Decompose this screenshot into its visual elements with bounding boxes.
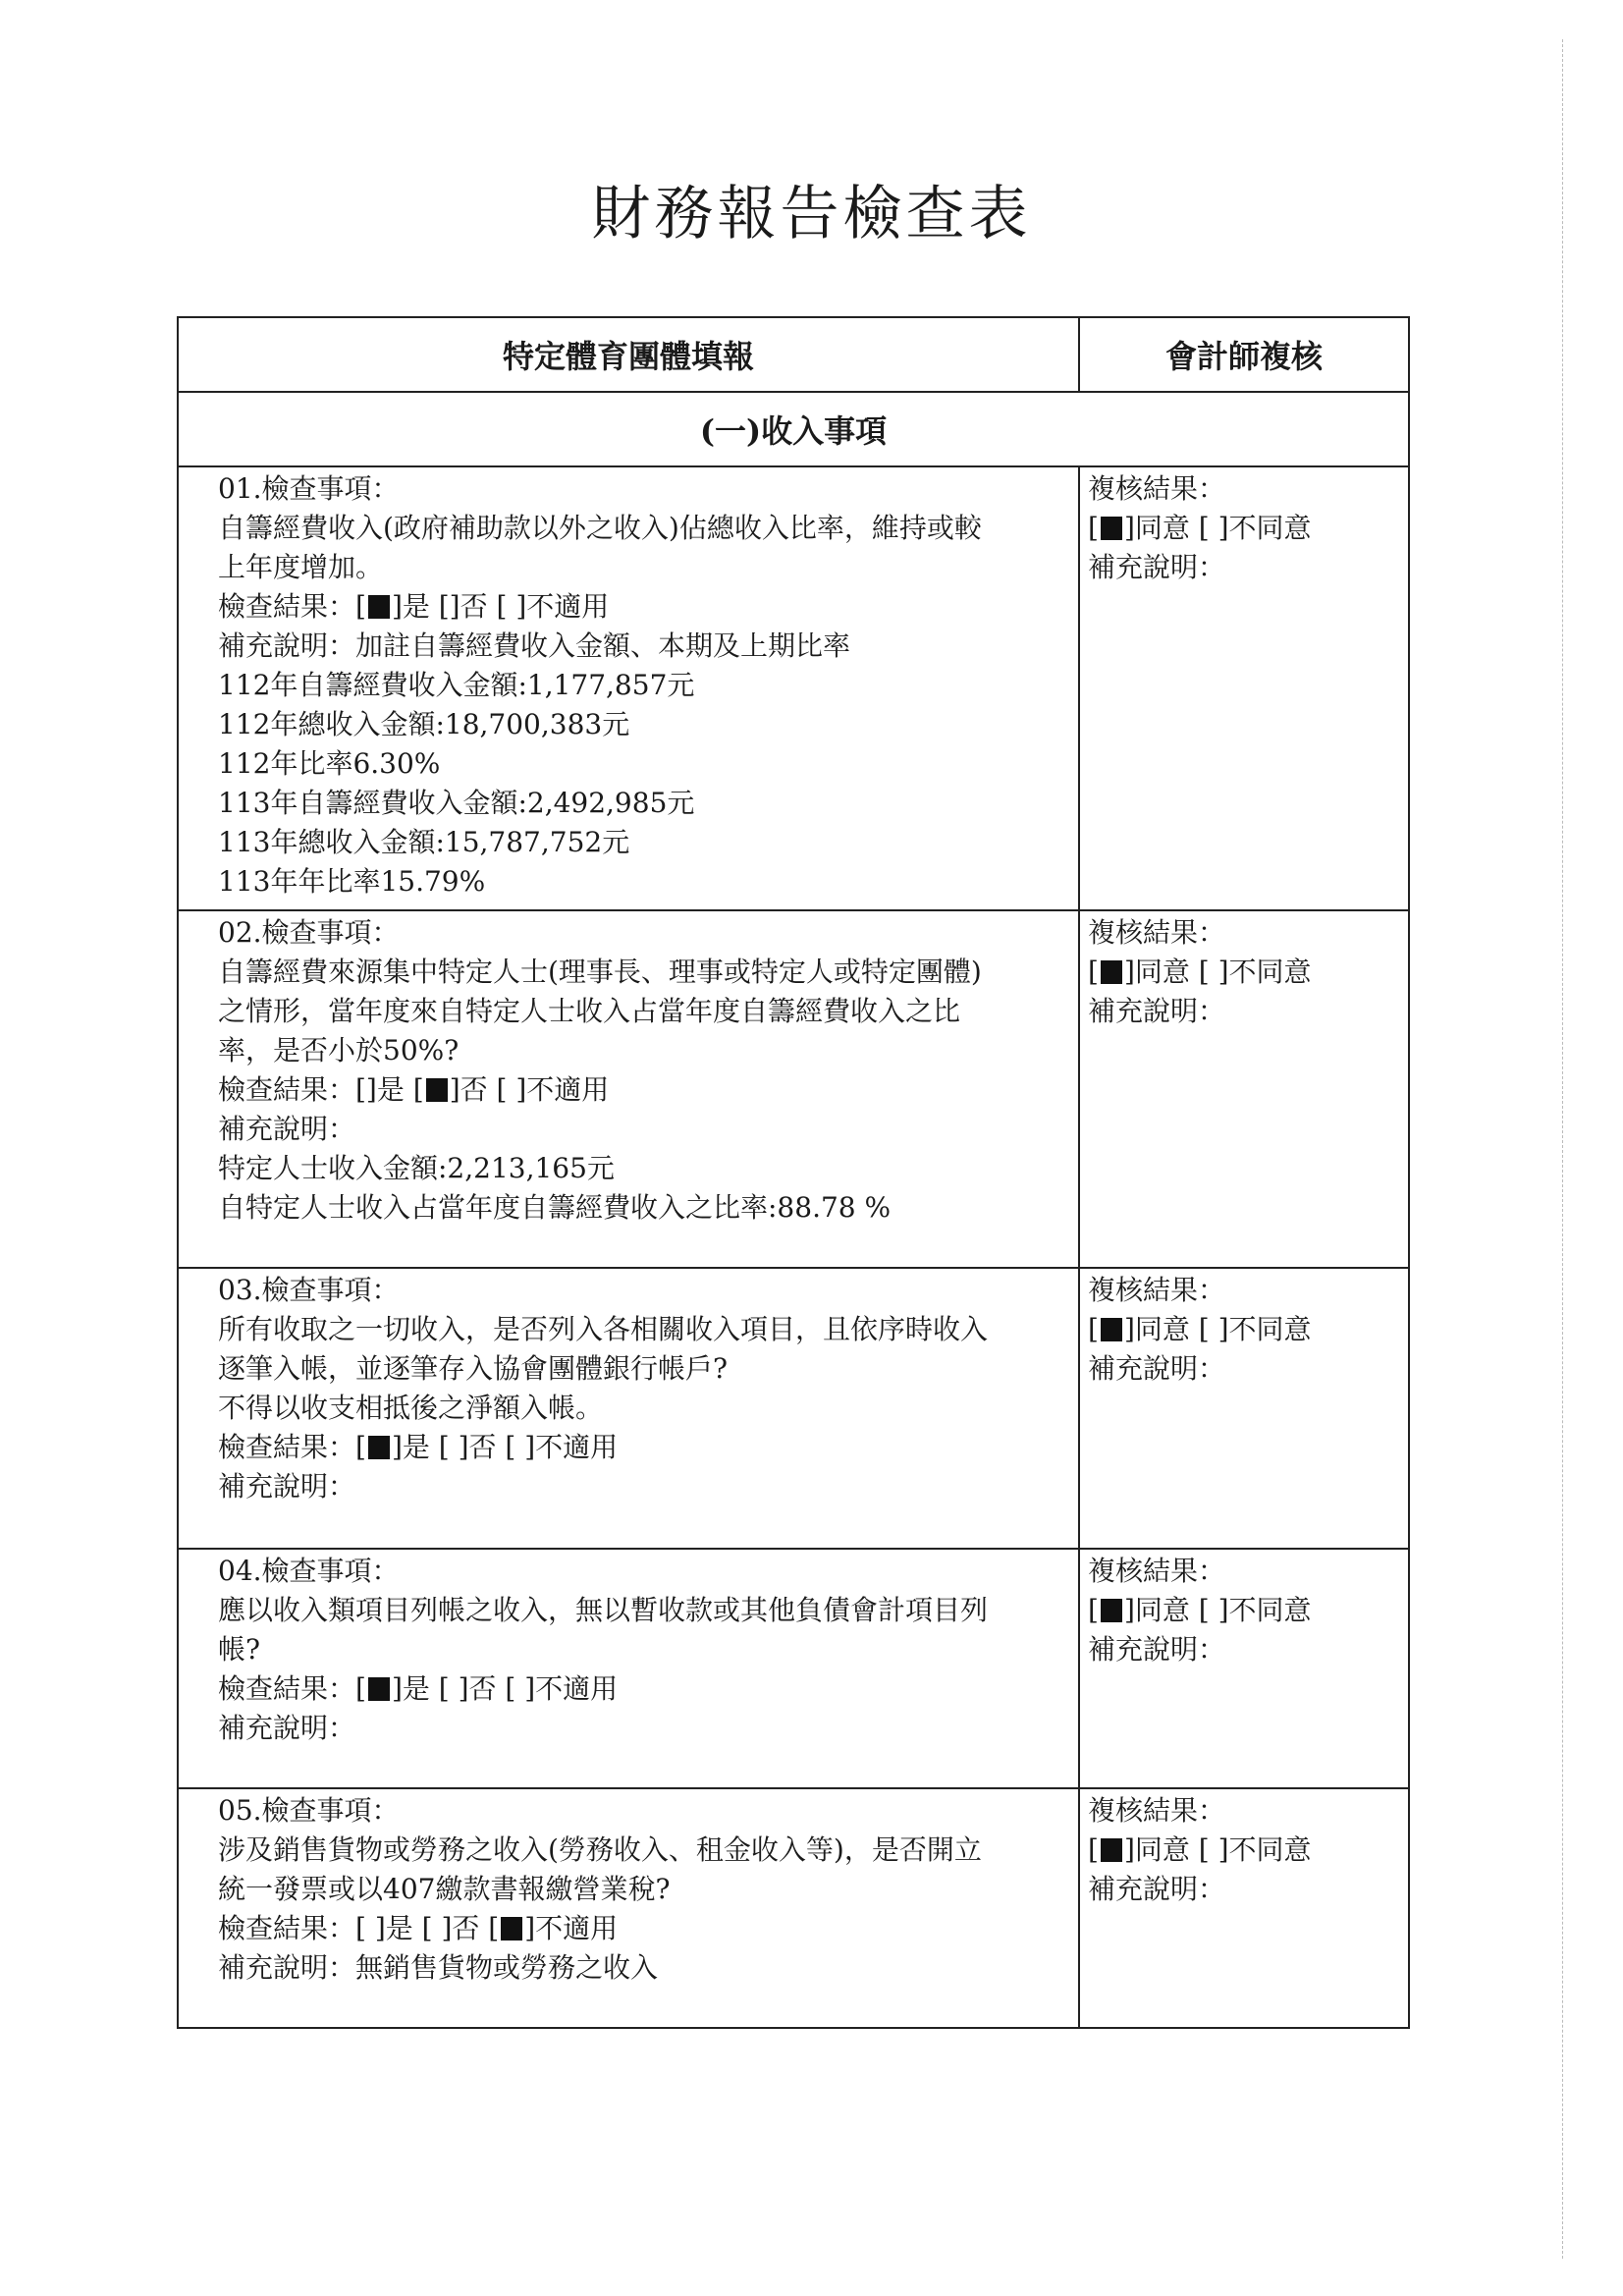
checked-box-icon	[1101, 1838, 1122, 1862]
checked-box-icon	[1101, 1599, 1122, 1622]
scan-edge-line	[1562, 39, 1564, 2259]
checked-box-icon	[1101, 517, 1122, 540]
check-item-cell	[179, 1789, 1080, 2027]
review-cell	[1080, 1269, 1408, 1548]
review-result	[1088, 953, 1404, 992]
result-prefix: 檢查結果：[]是 [	[218, 1073, 424, 1106]
table-row	[179, 911, 1408, 1269]
checked-box-icon	[368, 1677, 390, 1701]
item-text: 所有收取之一切收入，是否列入各相關收入項目，且依序時收入	[218, 1313, 989, 1345]
item-text: 上年度增加。	[218, 551, 384, 583]
review-note: 補充說明：	[1088, 1352, 1226, 1385]
item-note: 補充說明：無銷售貨物或勞務之收入	[218, 1951, 659, 1984]
check-item-cell	[179, 911, 1080, 1267]
check-item-cell	[179, 1550, 1080, 1787]
result-suffix: ]是 [ ]否 [ ]不適用	[391, 1672, 619, 1705]
item-number: 03.檢查事項：	[218, 1274, 400, 1306]
review-options: ]同意 [ ]不同意	[1123, 956, 1312, 988]
item-number: 01.檢查事項：	[218, 472, 400, 505]
item-number: 02.檢查事項：	[218, 916, 400, 949]
note-line: 特定人士收入金額:2,213,165元	[218, 1152, 615, 1184]
page-title: 財務報告檢查表	[591, 180, 1032, 248]
review-cell	[1080, 1550, 1408, 1787]
section-title: (一)收入事項	[179, 393, 1408, 467]
review-options: ]同意 [ ]不同意	[1123, 512, 1312, 544]
review-prefix: [	[1088, 1313, 1099, 1345]
review-cell	[1080, 467, 1408, 909]
result-prefix: 檢查結果：[ ]是 [ ]否 [	[218, 1912, 500, 1944]
item-text: 涉及銷售貨物或勞務之收入(勞務收入、租金收入等)，是否開立	[218, 1833, 982, 1866]
review-note: 補充說明：	[1088, 995, 1226, 1027]
review-cell	[1080, 911, 1408, 1267]
check-result	[218, 587, 1074, 627]
checked-box-icon	[1101, 1318, 1122, 1341]
header-filler: 特定體育團體填報	[179, 318, 1080, 391]
review-prefix: [	[1088, 512, 1099, 544]
review-options: ]同意 [ ]不同意	[1123, 1313, 1312, 1345]
review-title: 複核結果：	[1088, 916, 1226, 949]
item-note: 補充說明：	[218, 1113, 356, 1145]
review-note: 補充說明：	[1088, 1633, 1226, 1666]
item-text: 之情形，當年度來自特定人士收入占當年度自籌經費收入之比	[218, 995, 961, 1027]
review-note: 補充說明：	[1088, 551, 1226, 583]
item-text: 自籌經費收入(政府補助款以外之收入)佔總收入比率，維持或較	[218, 512, 982, 544]
check-item-cell	[179, 467, 1080, 909]
review-title: 複核結果：	[1088, 1794, 1226, 1827]
review-prefix: [	[1088, 1594, 1099, 1626]
review-cell	[1080, 1789, 1408, 2027]
note-line: 113年總收入金額:15,787,752元	[218, 826, 630, 858]
review-title: 複核結果：	[1088, 1274, 1226, 1306]
result-suffix: ]是 [ ]否 [ ]不適用	[391, 1431, 619, 1463]
item-number: 05.檢查事項：	[218, 1794, 400, 1827]
review-result	[1088, 1310, 1404, 1349]
item-text: 逐筆入帳，並逐筆存入協會團體銀行帳戶?	[218, 1352, 729, 1385]
result-suffix: ]是 []否 [ ]不適用	[391, 590, 610, 623]
note-line: 113年自籌經費收入金額:2,492,985元	[218, 787, 695, 819]
review-result	[1088, 509, 1404, 548]
table-row	[179, 1269, 1408, 1550]
checked-box-icon	[1101, 960, 1122, 984]
note-line: 自特定人士收入占當年度自籌經費收入之比率:88.78 %	[218, 1191, 892, 1224]
review-result	[1088, 1831, 1404, 1870]
review-options: ]同意 [ ]不同意	[1123, 1594, 1312, 1626]
table-row	[179, 1550, 1408, 1789]
check-result	[218, 1909, 1074, 1948]
item-text: 帳?	[218, 1633, 261, 1666]
note-line: 112年總收入金額:18,700,383元	[218, 708, 630, 740]
note-line: 112年自籌經費收入金額:1,177,857元	[218, 669, 695, 701]
item-note: 補充說明：	[218, 1712, 356, 1744]
note-line: 113年年比率15.79%	[218, 865, 486, 898]
result-prefix: 檢查結果：[	[218, 590, 366, 623]
check-item-cell	[179, 1269, 1080, 1548]
item-text: 統一發票或以407繳款書報繳營業稅?	[218, 1873, 671, 1905]
header-reviewer: 會計師複核	[1164, 338, 1323, 375]
result-prefix: 檢查結果：[	[218, 1672, 366, 1705]
check-result	[218, 1428, 1074, 1467]
review-title: 複核結果：	[1088, 472, 1226, 505]
review-note: 補充說明：	[1088, 1873, 1226, 1905]
note-line: 112年比率6.30%	[218, 747, 441, 780]
review-options: ]同意 [ ]不同意	[1123, 1833, 1312, 1866]
checked-box-icon	[501, 1917, 522, 1941]
checked-box-icon	[426, 1078, 448, 1102]
table-header	[179, 318, 1408, 393]
item-text: 率，是否小於50%?	[218, 1034, 460, 1066]
item-note: 補充說明：加註自籌經費收入金額、本期及上期比率	[218, 629, 851, 662]
item-note: 補充說明：	[218, 1470, 356, 1503]
checked-box-icon	[368, 1436, 390, 1459]
table-row	[179, 1789, 1408, 2027]
review-prefix: [	[1088, 956, 1099, 988]
check-result	[218, 1669, 1074, 1709]
checklist-table	[177, 316, 1410, 2029]
review-title: 複核結果：	[1088, 1555, 1226, 1587]
checked-box-icon	[368, 595, 390, 619]
check-result	[218, 1070, 1074, 1110]
review-prefix: [	[1088, 1833, 1099, 1866]
result-prefix: 檢查結果：[	[218, 1431, 366, 1463]
result-suffix: ]否 [ ]不適用	[449, 1073, 610, 1106]
item-text: 自籌經費來源集中特定人士(理事長、理事或特定人或特定團體)	[218, 956, 982, 988]
table-row	[179, 467, 1408, 911]
item-number: 04.檢查事項：	[218, 1555, 400, 1587]
item-text: 不得以收支相抵後之淨額入帳。	[218, 1392, 604, 1424]
result-suffix: ]不適用	[524, 1912, 619, 1944]
review-result	[1088, 1591, 1404, 1630]
item-text: 應以收入類項目列帳之收入，無以暫收款或其他負債會計項目列	[218, 1594, 989, 1626]
